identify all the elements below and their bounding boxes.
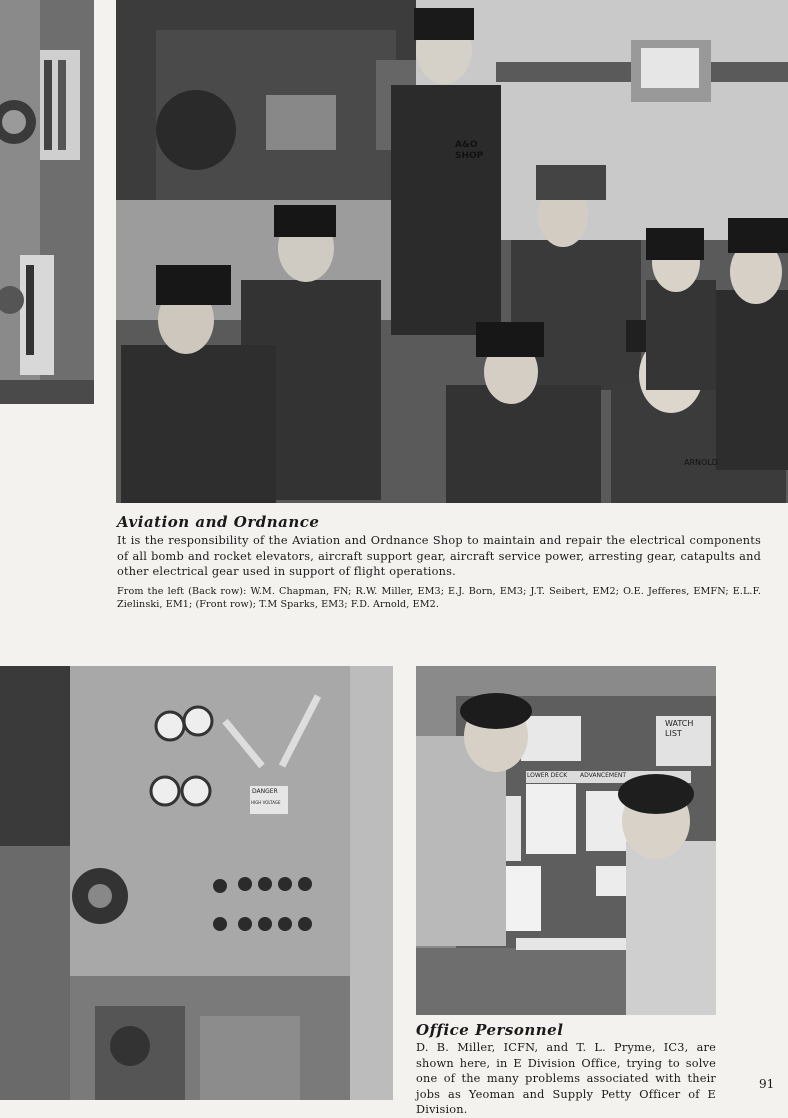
advancement-label: ADVANCEMENT <box>580 772 627 779</box>
equipment-panel-photo <box>0 0 94 404</box>
office-description: D. B. Miller, ICFN, and T. L. Pryme, IC3, are shown here, in E Division Office, trying to solve one of the many problems associated with their jobs as Yeoman and Supply Petty Officer of E Division. <box>416 1041 716 1116</box>
high-voltage-label: HIGH VOLTAGE <box>251 800 281 805</box>
aviation-description: It is the responsibility of the Aviation and Ordnance Shop to maintain and repair the electrical components of all bomb and rocket elevators, aircraft support gear, aircraft service power, arresting gear, catapults and other electrical gear used in support of flight operations. <box>117 534 761 578</box>
switchboard-photo <box>0 666 393 1100</box>
shirt-name-label: ARNOLD <box>684 458 718 467</box>
aviation-credits: From the left (Back row): W.M. Chapman, FN; R.W. Miller, EM3; E.J. Born, EM3; J.T. Seibert, EM2; O.E. Jefferes, EMFN; E.L.F. Zielinski, EM1; (Front row); T.M Sparks, EM3; F.D. Arnold, EM2. <box>117 586 761 610</box>
page-number: 91 <box>759 1077 775 1091</box>
shirt-shop-label: A&O SHOP <box>455 140 484 161</box>
lower-deck-label: LOWER DECK <box>527 772 568 779</box>
office-heading: Office Personnel <box>416 1021 564 1039</box>
aviation-ordnance-group-photo <box>116 0 788 503</box>
danger-sign-label: DANGER <box>252 788 278 795</box>
watch-list-label: WATCH LIST <box>665 719 694 738</box>
aviation-heading: Aviation and Ordnance <box>117 513 320 531</box>
